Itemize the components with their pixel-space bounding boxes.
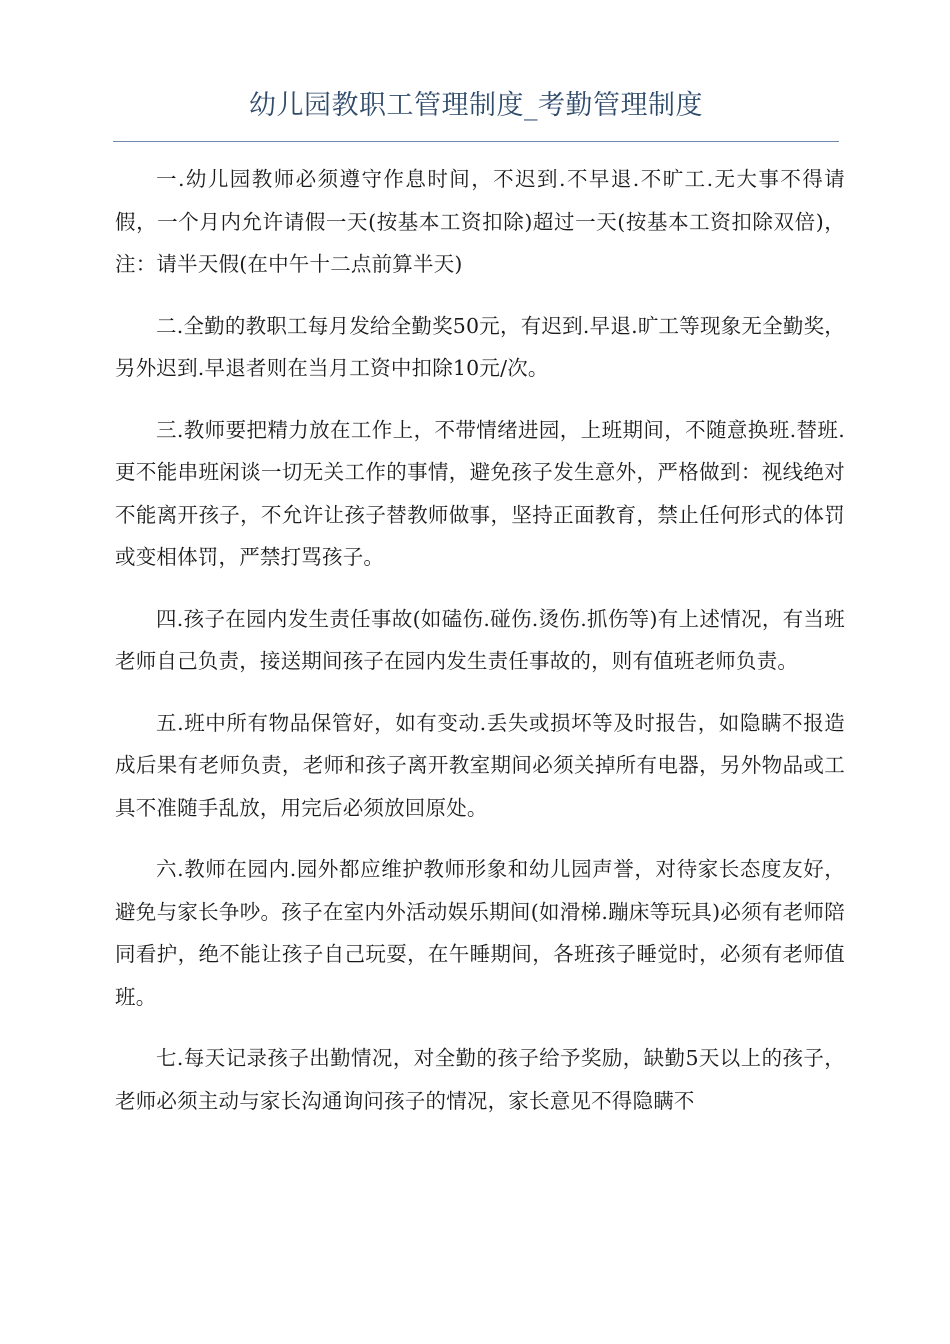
paragraph-6: 六.教师在园内.园外都应维护教师形象和幼儿园声誉，对待家长态度友好，避免与家长争吵。孩子在室内外活动娱乐期间(如滑梯.蹦床等玩具)必须有老师陪同看护，绝不能让孩子自己玩耍，在午睡期间，各班孩子睡觉时，必须有老师值班。 (115, 857, 845, 1009)
paragraph-4: 四.孩子在园内发生责任事故(如磕伤.碰伤.烫伤.抓伤等)有上述情况，有当班老师自己负责，接送期间孩子在园内发生责任事故的，则有值班老师负责。 (115, 606, 845, 673)
paragraph-7: 七.每天记录孩子出勤情况，对全勤的孩子给予奖励，缺勤5天以上的孩子，老师必须主动与家长沟通询问孩子的情况，家长意见不得隐瞒不 (115, 1046, 845, 1113)
paragraph-3: 三.教师要把精力放在工作上，不带情绪进园，上班期间，不随意换班.替班.更不能串班闲谈一切无关工作的事情，避免孩子发生意外，严格做到：视线绝对不能离开孩子，不允许让孩子替教师做事，坚持正面教育，禁止任何形式的体罚或变相体罚，严禁打骂孩子。 (115, 417, 845, 569)
paragraph-1: 一.幼儿园教师必须遵守作息时间，不迟到.不早退.不旷工.无大事不得请假，一个月内允许请假一天(按基本工资扣除)超过一天(按基本工资扣除双倍)，注：请半天假(在中午十二点前算半天) (115, 167, 845, 276)
document-title: 幼儿园教职工管理制度_考勤管理制度 (249, 90, 703, 121)
document-body (115, 158, 845, 1141)
title-underline (113, 141, 839, 142)
paragraph-5: 五.班中所有物品保管好，如有变动.丢失或损坏等及时报告，如隐瞒不报造成后果有老师负责，老师和孩子离开教室期间必须关掉所有电器，另外物品或工具不准随手乱放，用完后必须放回原处。 (115, 710, 845, 820)
paragraph-2: 二.全勤的教职工每月发给全勤奖50元，有迟到.早退.旷工等现象无全勤奖，另外迟到.早退者则在当月工资中扣除10元/次。 (115, 313, 845, 380)
